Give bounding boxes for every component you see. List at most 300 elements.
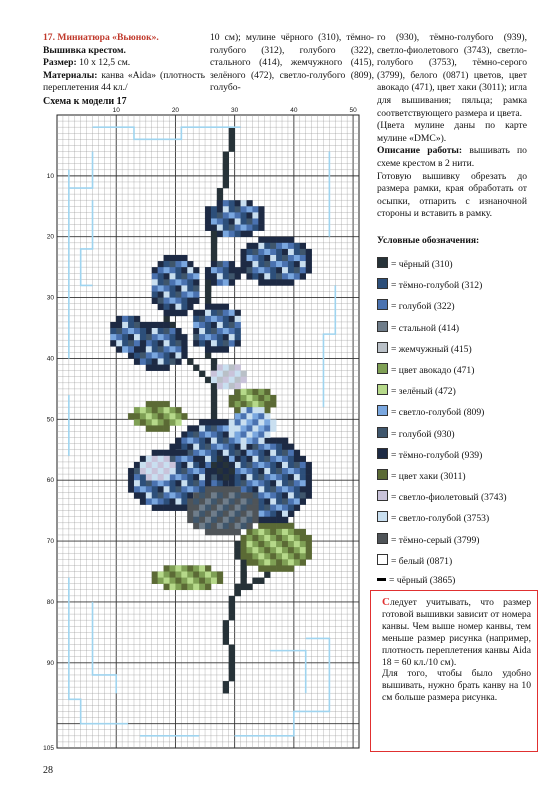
flower-petal bbox=[211, 225, 217, 231]
flower-petal bbox=[252, 438, 258, 444]
flower-petal bbox=[276, 267, 282, 273]
leaf bbox=[270, 401, 276, 407]
flower-petal bbox=[223, 486, 229, 492]
note-text: ледует учитывать, что размер готовой вышивки зависит от номера канвы. Чем выше номер канвы, тем меньше размер рисунка (например, плотность переплетения канвы Aida 18 = 60 кл./10 см). bbox=[382, 597, 531, 668]
leaf bbox=[258, 401, 264, 407]
flower-petal bbox=[158, 298, 164, 304]
leaf bbox=[288, 553, 294, 559]
materials-continued: 10 см); мулине чёрного (310), тёмно-голубого (312), голубого (322), стального (414), жемчужного (415), зелёного (472), светло-голубого (809), голубо- bbox=[210, 32, 374, 94]
flower-petal bbox=[235, 523, 241, 529]
flower-petal bbox=[223, 425, 229, 431]
legend-item bbox=[377, 384, 456, 398]
legend-swatch bbox=[377, 405, 388, 416]
flower-petal bbox=[270, 243, 276, 249]
flower-petal bbox=[241, 511, 247, 517]
flower-petal bbox=[140, 462, 146, 468]
flower-petal bbox=[282, 249, 288, 255]
leaf bbox=[170, 584, 176, 590]
flower-petal bbox=[282, 474, 288, 480]
flower-petal bbox=[264, 438, 270, 444]
leaf bbox=[241, 395, 247, 401]
leaf bbox=[252, 395, 258, 401]
flower-petal bbox=[223, 334, 229, 340]
flower-petal bbox=[122, 322, 128, 328]
flower-petal bbox=[288, 444, 294, 450]
stem bbox=[211, 401, 217, 407]
y-tick-label: 30 bbox=[46, 294, 54, 302]
flower-petal bbox=[152, 450, 158, 456]
flower-petal bbox=[175, 438, 181, 444]
flower-petal bbox=[181, 432, 187, 438]
flower-petal bbox=[211, 328, 217, 334]
legend-item bbox=[377, 575, 455, 589]
flower-petal bbox=[282, 438, 288, 444]
flower-petal bbox=[128, 334, 134, 340]
flower-petal bbox=[241, 425, 247, 431]
flower-petal bbox=[282, 267, 288, 273]
materials-end: го (930), тёмно-голубого (939), светло-фиолетового (3743), светло-голубого (3753), тёмно-серого (3799), белого (0871) цветов, цвет авокадо (471), цвет хаки (3011); игла для вышивания; пяльца; рамка соответствующего размера и цвета. bbox=[377, 32, 527, 119]
flower-petal bbox=[300, 468, 306, 474]
leaf bbox=[270, 523, 276, 529]
stem bbox=[223, 638, 229, 644]
leaf bbox=[235, 401, 241, 407]
legend-swatch bbox=[377, 469, 388, 480]
flower-petal bbox=[252, 425, 258, 431]
flower-petal bbox=[294, 468, 300, 474]
flower-petal bbox=[175, 450, 181, 456]
flower-petal bbox=[288, 249, 294, 255]
leaf bbox=[300, 559, 306, 565]
flower-petal bbox=[211, 261, 217, 267]
stem bbox=[211, 413, 217, 419]
flower-petal bbox=[122, 340, 128, 346]
flower-petal bbox=[164, 255, 170, 261]
leaf bbox=[306, 553, 312, 559]
flower-petal bbox=[276, 438, 282, 444]
flower-petal bbox=[241, 206, 247, 212]
legend-item bbox=[377, 554, 452, 568]
stem bbox=[211, 237, 217, 243]
stem bbox=[205, 279, 211, 285]
flower-petal bbox=[181, 310, 187, 316]
flower-petal bbox=[170, 444, 176, 450]
flower-petal bbox=[276, 462, 282, 468]
leaf bbox=[258, 541, 264, 547]
flower-petal bbox=[229, 517, 235, 523]
leaf bbox=[300, 547, 306, 553]
flower-petal bbox=[170, 505, 176, 511]
flower-petal bbox=[164, 346, 170, 352]
leaf bbox=[158, 578, 164, 584]
flower-petal bbox=[294, 243, 300, 249]
flower-petal bbox=[134, 492, 140, 498]
leaf bbox=[134, 413, 140, 419]
flower-petal bbox=[134, 340, 140, 346]
flower-petal bbox=[294, 505, 300, 511]
flower-petal bbox=[252, 474, 258, 480]
flower-petal bbox=[199, 505, 205, 511]
flower-petal bbox=[170, 480, 176, 486]
stem bbox=[229, 657, 235, 663]
leaf bbox=[170, 407, 176, 413]
flower-petal bbox=[164, 462, 170, 468]
leaf bbox=[270, 565, 276, 571]
stem bbox=[205, 377, 211, 383]
flower-petal bbox=[306, 480, 312, 486]
flower-bud bbox=[241, 377, 247, 383]
flower-petal bbox=[164, 292, 170, 298]
flower-petal bbox=[241, 438, 247, 444]
flower-petal bbox=[116, 346, 122, 352]
legend-swatch bbox=[377, 321, 388, 332]
leaf bbox=[152, 571, 158, 577]
flower-petal bbox=[294, 456, 300, 462]
flower-petal bbox=[199, 511, 205, 517]
flower-petal bbox=[246, 486, 252, 492]
flower-petal bbox=[205, 450, 211, 456]
flower-petal bbox=[258, 511, 264, 517]
leaf bbox=[270, 553, 276, 559]
flower-petal bbox=[211, 419, 217, 425]
flower-petal bbox=[134, 316, 140, 322]
flower-petal bbox=[217, 498, 223, 504]
flower-petal bbox=[211, 456, 217, 462]
flower-petal bbox=[246, 419, 252, 425]
flower-petal bbox=[158, 468, 164, 474]
y-tick-label: 50 bbox=[46, 416, 54, 424]
flower-petal bbox=[258, 212, 264, 218]
flower-petal bbox=[187, 298, 193, 304]
flower-petal bbox=[276, 468, 282, 474]
leaf bbox=[199, 578, 205, 584]
legend-label: = цвет хаки (3011) bbox=[391, 471, 466, 482]
leaf bbox=[175, 565, 181, 571]
flower-petal bbox=[223, 450, 229, 456]
stem bbox=[235, 541, 241, 547]
legend-label: = стальной (414) bbox=[391, 322, 460, 334]
flower-petal bbox=[223, 304, 229, 310]
flower-petal bbox=[205, 206, 211, 212]
flower-center bbox=[211, 462, 217, 468]
flower-petal bbox=[217, 225, 223, 231]
flower-petal bbox=[164, 492, 170, 498]
y-tick-label: 70 bbox=[46, 538, 54, 546]
flower-petal bbox=[175, 273, 181, 279]
flower-petal bbox=[181, 456, 187, 462]
flower-petal bbox=[199, 474, 205, 480]
stem bbox=[223, 626, 229, 632]
flower-petal bbox=[252, 450, 258, 456]
flower-petal bbox=[152, 498, 158, 504]
flower-petal bbox=[246, 492, 252, 498]
flower-petal bbox=[252, 212, 258, 218]
flower-petal bbox=[270, 468, 276, 474]
flower-petal bbox=[258, 261, 264, 267]
flower-petal bbox=[223, 231, 229, 237]
legend-item bbox=[377, 469, 466, 483]
flower-petal bbox=[229, 261, 235, 267]
flower-petal bbox=[175, 261, 181, 267]
flower-petal bbox=[187, 304, 193, 310]
flower-petal bbox=[241, 432, 247, 438]
flower-center bbox=[211, 468, 217, 474]
flower-petal bbox=[306, 267, 312, 273]
flower-petal bbox=[264, 273, 270, 279]
flower-petal bbox=[235, 212, 241, 218]
flower-petal bbox=[134, 352, 140, 358]
flower-petal bbox=[146, 352, 152, 358]
flower-petal bbox=[175, 462, 181, 468]
leaf bbox=[205, 578, 211, 584]
flower-petal bbox=[164, 304, 170, 310]
flower-petal bbox=[241, 468, 247, 474]
flower-petal bbox=[205, 267, 211, 273]
stem bbox=[223, 687, 229, 693]
flower-petal bbox=[205, 322, 211, 328]
flower-petal bbox=[223, 492, 229, 498]
flower-petal bbox=[152, 505, 158, 511]
flower-petal bbox=[223, 444, 229, 450]
flower-petal bbox=[116, 334, 122, 340]
flower-petal bbox=[128, 316, 134, 322]
flower-petal bbox=[146, 358, 152, 364]
legend-swatch bbox=[377, 342, 388, 353]
flower-petal bbox=[217, 279, 223, 285]
stem bbox=[229, 669, 235, 675]
flower-petal bbox=[187, 425, 193, 431]
stem bbox=[223, 182, 229, 188]
flower-petal bbox=[217, 438, 223, 444]
flower-bud bbox=[217, 383, 223, 389]
leaf bbox=[258, 553, 264, 559]
leaf bbox=[140, 407, 146, 413]
flower-petal bbox=[217, 486, 223, 492]
stem bbox=[246, 584, 252, 590]
flower-petal bbox=[241, 498, 247, 504]
leaf bbox=[252, 389, 258, 395]
flower-bud bbox=[223, 371, 229, 377]
flower-petal bbox=[217, 310, 223, 316]
flower-petal bbox=[252, 432, 258, 438]
flower-petal bbox=[282, 480, 288, 486]
flower-petal bbox=[152, 456, 158, 462]
flower-bud bbox=[217, 371, 223, 377]
legend-swatch bbox=[377, 490, 388, 501]
flower-petal bbox=[264, 413, 270, 419]
flower-petal bbox=[241, 444, 247, 450]
flower-petal bbox=[140, 468, 146, 474]
flower-petal bbox=[211, 425, 217, 431]
flower-petal bbox=[146, 498, 152, 504]
flower-petal bbox=[164, 267, 170, 273]
flower-petal bbox=[211, 310, 217, 316]
flower-petal bbox=[288, 273, 294, 279]
flower-petal bbox=[229, 456, 235, 462]
flower-petal bbox=[282, 273, 288, 279]
flower-petal bbox=[276, 279, 282, 285]
stem bbox=[223, 152, 229, 158]
flower-petal bbox=[187, 285, 193, 291]
leaf bbox=[246, 553, 252, 559]
flower-petal bbox=[235, 486, 241, 492]
flower-petal bbox=[241, 225, 247, 231]
flower-petal bbox=[252, 273, 258, 279]
legend-item bbox=[377, 299, 455, 313]
flower-petal bbox=[276, 474, 282, 480]
flower-petal bbox=[211, 206, 217, 212]
flower-petal bbox=[164, 340, 170, 346]
leaf bbox=[152, 413, 158, 419]
leaf bbox=[241, 541, 247, 547]
flower-petal bbox=[223, 340, 229, 346]
flower-petal bbox=[211, 523, 217, 529]
legend-label: = светло-фиолетовый (3743) bbox=[391, 492, 507, 504]
leaf bbox=[288, 559, 294, 565]
flower-petal bbox=[181, 255, 187, 261]
flower-petal bbox=[235, 322, 241, 328]
flower-petal bbox=[252, 407, 258, 413]
y-tick-label: 20 bbox=[46, 233, 54, 241]
flower-petal bbox=[288, 462, 294, 468]
flower-petal bbox=[241, 517, 247, 523]
leaf bbox=[264, 547, 270, 553]
flower-petal bbox=[110, 328, 116, 334]
flower-petal bbox=[229, 212, 235, 218]
flower-petal bbox=[152, 340, 158, 346]
leaf bbox=[264, 529, 270, 535]
x-tick-label: 50 bbox=[349, 107, 357, 114]
flower-petal bbox=[246, 407, 252, 413]
flower-petal bbox=[175, 328, 181, 334]
flower-petal bbox=[122, 316, 128, 322]
flower-petal bbox=[235, 492, 241, 498]
flower-petal bbox=[276, 261, 282, 267]
leaf bbox=[164, 401, 170, 407]
flower-petal bbox=[241, 413, 247, 419]
flower-petal bbox=[175, 267, 181, 273]
flower-petal bbox=[241, 200, 247, 206]
flower-petal bbox=[175, 492, 181, 498]
flower-petal bbox=[170, 352, 176, 358]
leaf bbox=[175, 407, 181, 413]
flower-petal bbox=[217, 304, 223, 310]
flower-petal bbox=[223, 218, 229, 224]
flower-petal bbox=[235, 529, 241, 535]
flower-petal bbox=[246, 450, 252, 456]
flower-petal bbox=[223, 267, 229, 273]
flower-petal bbox=[282, 468, 288, 474]
flower-petal bbox=[175, 474, 181, 480]
leaf bbox=[134, 407, 140, 413]
flower-petal bbox=[170, 279, 176, 285]
flower-petal bbox=[110, 334, 116, 340]
flower-petal bbox=[241, 419, 247, 425]
flower-petal bbox=[170, 340, 176, 346]
flower-center bbox=[223, 468, 229, 474]
flower-petal bbox=[258, 486, 264, 492]
flower-petal bbox=[193, 328, 199, 334]
legend-swatch bbox=[377, 384, 388, 395]
flower-petal bbox=[223, 505, 229, 511]
flower-petal bbox=[235, 218, 241, 224]
flower-petal bbox=[306, 255, 312, 261]
flower-petal bbox=[134, 328, 140, 334]
flower-petal bbox=[140, 322, 146, 328]
flower-petal bbox=[181, 273, 187, 279]
flower-petal bbox=[193, 292, 199, 298]
flower-petal bbox=[270, 444, 276, 450]
flower-petal bbox=[217, 425, 223, 431]
flower-petal bbox=[229, 498, 235, 504]
flower-petal bbox=[164, 352, 170, 358]
flower-petal bbox=[193, 298, 199, 304]
flower-petal bbox=[229, 474, 235, 480]
flower-petal bbox=[146, 492, 152, 498]
flower-petal bbox=[211, 450, 217, 456]
flower-petal bbox=[181, 292, 187, 298]
flower-petal bbox=[134, 486, 140, 492]
flower-petal bbox=[175, 346, 181, 352]
leaf bbox=[300, 529, 306, 535]
flower-petal bbox=[246, 480, 252, 486]
flower-petal bbox=[258, 480, 264, 486]
flower-petal bbox=[128, 322, 134, 328]
flower-petal bbox=[134, 334, 140, 340]
flower-petal bbox=[217, 200, 223, 206]
flower-petal bbox=[264, 444, 270, 450]
note-text-2: Для того, чтобы было удобно вышивать, нужно брать канву на 10 см больше размера рисунка. bbox=[382, 668, 531, 704]
leaf bbox=[211, 571, 217, 577]
y-tick-label: 90 bbox=[46, 659, 54, 667]
flower-petal bbox=[258, 498, 264, 504]
flower-petal bbox=[217, 517, 223, 523]
flower-petal bbox=[175, 358, 181, 364]
flower-petal bbox=[300, 474, 306, 480]
flower-petal bbox=[193, 450, 199, 456]
flower-bud bbox=[223, 383, 229, 389]
flower-petal bbox=[229, 231, 235, 237]
flower-petal bbox=[288, 511, 294, 517]
flower-petal bbox=[288, 492, 294, 498]
leaf bbox=[270, 559, 276, 565]
flower-petal bbox=[205, 425, 211, 431]
stem bbox=[211, 358, 217, 364]
flower-petal bbox=[199, 310, 205, 316]
flower-petal bbox=[264, 474, 270, 480]
flower-petal bbox=[252, 206, 258, 212]
leaf bbox=[246, 529, 252, 535]
legend-label: = тёмно-голубой (312) bbox=[391, 280, 483, 292]
flower-petal bbox=[306, 474, 312, 480]
flower-petal bbox=[229, 328, 235, 334]
model-title: 17. Миниатюра «Вьюнок». bbox=[43, 32, 159, 43]
flower-petal bbox=[264, 419, 270, 425]
leaf bbox=[152, 401, 158, 407]
flower-petal bbox=[181, 498, 187, 504]
flower-petal bbox=[146, 486, 152, 492]
leaf bbox=[252, 547, 258, 553]
leaf bbox=[152, 407, 158, 413]
stem bbox=[170, 322, 176, 328]
flower-petal bbox=[294, 474, 300, 480]
flower-petal bbox=[205, 444, 211, 450]
flower-petal bbox=[175, 292, 181, 298]
stem bbox=[223, 158, 229, 164]
flower-petal bbox=[152, 462, 158, 468]
flower-petal bbox=[164, 273, 170, 279]
flower-petal bbox=[170, 255, 176, 261]
flower-petal bbox=[276, 511, 282, 517]
